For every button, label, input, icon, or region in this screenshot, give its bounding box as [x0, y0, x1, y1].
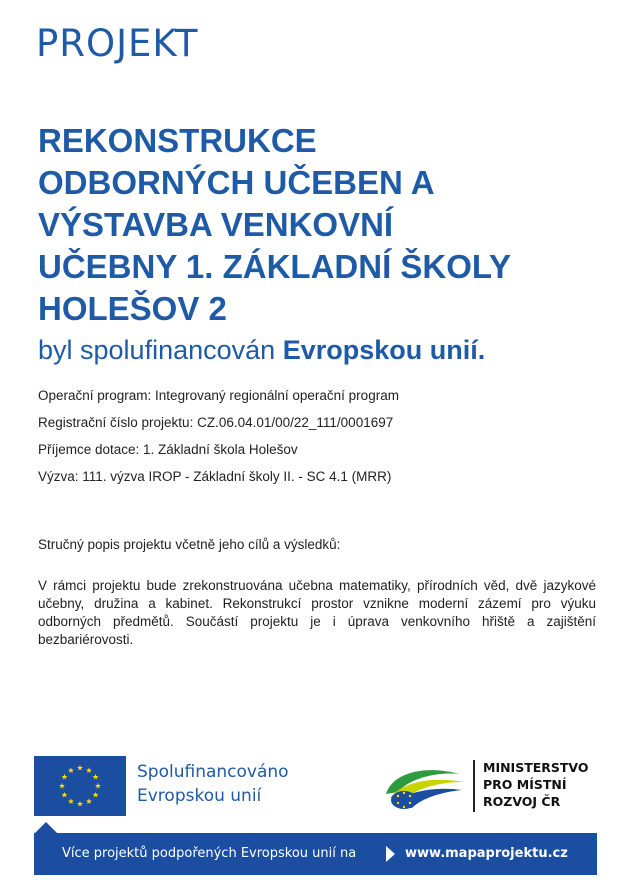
- eu-flag-icon: [34, 756, 126, 816]
- eu-star: ★: [58, 781, 66, 791]
- eu-cofinanced-logo-text: [137, 760, 289, 808]
- cofinanced-statement: [38, 335, 485, 366]
- project-title-line: VÝSTAVBA VENKOVNÍ: [38, 206, 394, 243]
- eu-star: ★: [76, 799, 84, 809]
- cofinanced-prefix: byl spolufinancován: [38, 335, 276, 365]
- eu-logo-line2: Evropskou unií: [137, 786, 262, 806]
- eu-star: ★: [94, 781, 102, 791]
- eu-star: ★: [92, 772, 100, 782]
- eu-star: ★: [85, 765, 93, 775]
- mapaprojektu-link[interactable]: www.mapaprojektu.cz: [405, 846, 568, 861]
- info-registration-number: Registrační číslo projektu: CZ.06.04.01/00/22_111/0001697: [38, 415, 394, 430]
- project-info: [38, 388, 399, 496]
- cofinanced-eu: Evropskou unií.: [282, 335, 486, 365]
- mmr-logo-icon: [382, 760, 466, 812]
- mmr-line3: ROZVOJ ČR: [483, 794, 561, 809]
- project-title-line: ODBORNÝCH UČEBEN A: [38, 164, 435, 201]
- mmr-logo-text: [483, 759, 589, 810]
- projekt-label: PROJEKT: [36, 22, 199, 65]
- project-title-line: UČEBNY 1. ZÁKLADNÍ ŠKOLY: [38, 248, 512, 285]
- project-title: [38, 120, 598, 330]
- info-call: Výzva: 111. výzva IROP - Základní školy II. - SC 4.1 (MRR): [38, 469, 392, 484]
- play-arrow-icon: [386, 846, 395, 862]
- eu-star: ★: [85, 797, 93, 807]
- logo-divider: [473, 760, 475, 812]
- project-title-line: HOLEŠOV 2: [38, 290, 227, 327]
- eu-star: ★: [67, 765, 75, 775]
- eu-star: ★: [60, 790, 68, 800]
- more-projects-bar[interactable]: [34, 833, 597, 875]
- more-projects-text: Více projektů podpořených Evropskou unií na: [62, 846, 357, 861]
- description-heading: Stručný popis projektu včetně jeho cílů a výsledků:: [38, 537, 341, 552]
- mmr-line1: MINISTERSTVO: [483, 760, 589, 775]
- info-operational-program: Operační program: Integrovaný regionální operační program: [38, 388, 399, 403]
- project-title-line: REKONSTRUKCE: [38, 122, 317, 159]
- eu-star: ★: [92, 790, 100, 800]
- info-recipient: Příjemce dotace: 1. Základní škola Holešov: [38, 442, 298, 457]
- eu-star: ★: [67, 797, 75, 807]
- eu-logo-line1: Spolufinancováno: [137, 762, 289, 782]
- eu-star: ★: [76, 763, 84, 773]
- eu-star: ★: [60, 772, 68, 782]
- description-text: V rámci projektu bude zrekonstruována učebna matematiky, přírodních věd, dvě jazykové učebny, družina a kabinet. Rekonstrukcí prostor vznikne moderní zázemí pro výuku odborných předmětů. Součástí projektu je i úprava venkovního hřiště a zajištění bezbariérovosti.: [38, 578, 596, 647]
- mmr-line2: PRO MÍSTNÍ: [483, 777, 567, 792]
